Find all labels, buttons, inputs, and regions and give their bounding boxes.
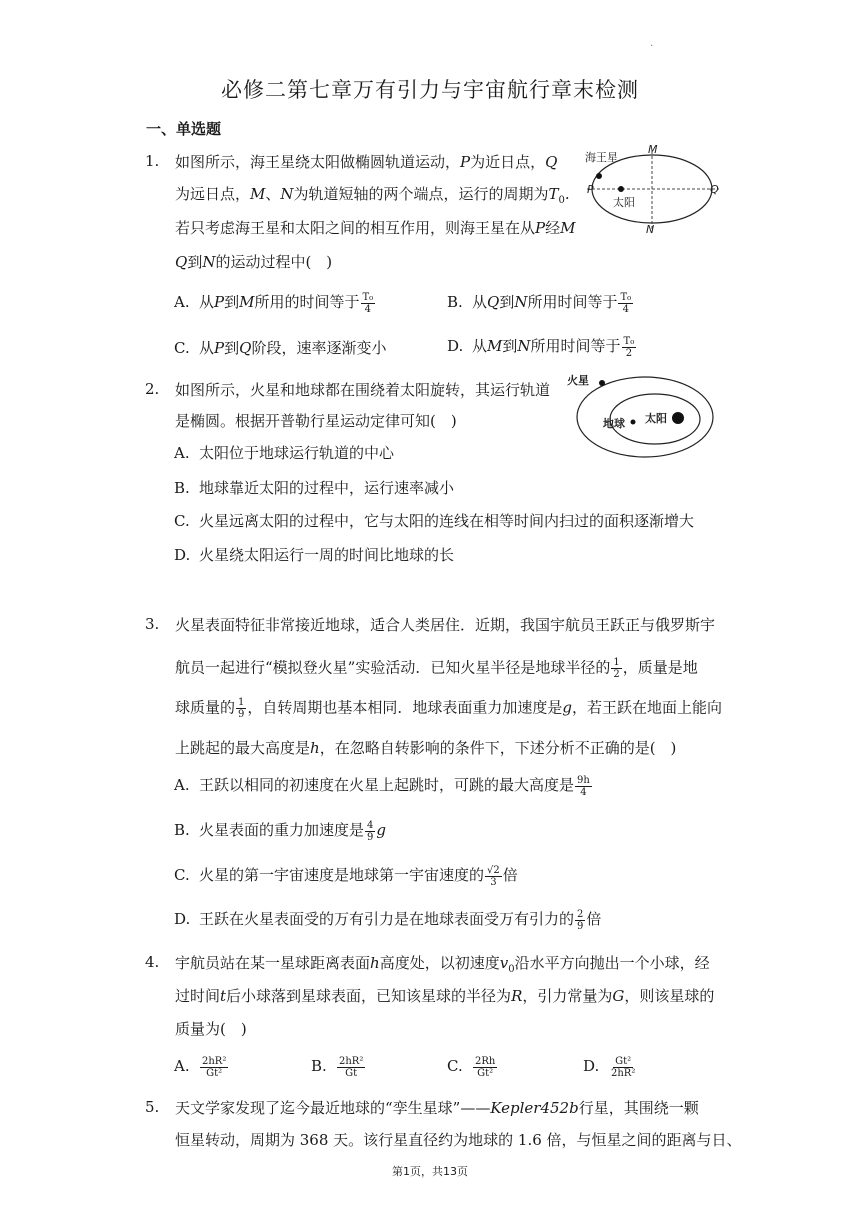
neptune-orbit-figure xyxy=(585,143,725,235)
q1-line-2: 为远日点，M、N为轨道短轴的两个端点，运行的周期为$T_0$. xyxy=(175,185,570,206)
q1-option-b[interactable]: B. 从Q到N所用时间等于 $\frac{\text{T₀}}{4}$ xyxy=(447,291,632,315)
fig2-sun-label: 太阳 xyxy=(645,412,667,425)
q2-line-1: 如图所示，火星和地球都在围绕着太阳旋转，其运行轨道 xyxy=(175,381,551,399)
q4-option-b[interactable]: B. $\frac{\text{2hR²}}{Gt}$ xyxy=(311,1055,364,1079)
fig1-p-label: P xyxy=(587,183,594,196)
q2-number: 2. xyxy=(145,380,160,398)
fig1-sun-label: 太阳 xyxy=(613,196,635,209)
mars-earth-orbit-figure xyxy=(565,367,715,463)
q2-option-d[interactable]: D. 火星绕太阳运行一周的时间比地球的长 xyxy=(174,546,455,564)
q4-line-3: 质量为( ) xyxy=(175,1020,247,1038)
q2-option-b[interactable]: B. 地球靠近太阳的过程中，运行速率减小 xyxy=(174,479,455,497)
q3-option-a[interactable]: A. 王跃以相同的初速度在火星上起跳时，可跳的最大高度是 $\frac{9h}{4}$ xyxy=(174,774,590,798)
q3-line-1: 火星表面特征非常接近地球，适合人类居住．近期，我国宇航员王跃正与俄罗斯宇 xyxy=(175,616,716,634)
q4-line-2: 过时间t后小球落到星球表面，已知该星球的半径为R，引力常量为G，则该星球的 xyxy=(175,987,715,1005)
q4-option-a[interactable]: A. $\frac{\text{2hR²}}{\text{Gt²}}$ xyxy=(174,1055,227,1079)
q5-line-2: 恒星转动，周期为 368 天。该行星直径约为地球的 1.6 倍，与恒星之间的距离与日、 xyxy=(175,1131,742,1149)
q2-option-c[interactable]: C. 火星远离太阳的过程中，它与太阳的连线在相等时间内扫过的面积逐渐增大 xyxy=(174,512,695,530)
q1-option-a[interactable]: A. 从P到M所用的时间等于 $\frac{\text{T₀}}{4}$ xyxy=(174,291,374,315)
q5-line-1: 天文学家发现了迄今最近地球的“孪生星球”——Kepler452b行星，其围绕一颗 xyxy=(175,1099,699,1117)
q3-option-d[interactable]: D. 王跃在火星表面受的万有引力是在地球表面受万有引力的 $\frac{2}{9}$ 倍 xyxy=(174,908,602,932)
q5-number: 5. xyxy=(145,1098,160,1116)
q3-option-c[interactable]: C. 火星的第一宇宙速度是地球第一宇宙速度的 $\frac{√2}{3}$ 倍 xyxy=(174,864,518,888)
q4-line-1: 宇航员站在某一星球距离表面h高度处，以初速度$v_0$沿水平方向抛出一个小球，经 xyxy=(175,954,710,975)
page-title: 必修二第七章万有引力与宇宙航行章末检测 xyxy=(221,78,639,102)
q1-number: 1. xyxy=(145,152,160,170)
page-footer: 第1页，共13页 xyxy=(392,1165,468,1178)
q2-option-a[interactable]: A. 太阳位于地球运行轨道的中心 xyxy=(174,444,395,462)
q3-line-4: 上跳起的最大高度是h，在忽略自转影响的条件下，下述分析不正确的是( ) xyxy=(175,739,677,757)
q1-option-c[interactable]: C. 从P到Q阶段，速率逐渐变小 xyxy=(174,339,387,357)
fig1-q-label: Q xyxy=(710,183,719,196)
q1-line-1: 如图所示，海王星绕太阳做椭圆轨道运动，P为近日点，Q xyxy=(175,153,558,171)
q2-line-2: 是椭圆。根据开普勒行星运动定律可知( ) xyxy=(175,412,457,430)
fig2-mars-label: 火星 xyxy=(567,374,589,387)
q3-option-b[interactable]: B. 火星表面的重力加速度是 $\frac{4}{9}$ g xyxy=(174,819,386,843)
q3-line-2: 航员一起进行“模拟登火星”实验活动．已知火星半径是地球半径的 $\frac{1}{2}$ ，质量是地 xyxy=(175,657,698,680)
q1-line-3: 若只考虑海王星和太阳之间的相互作用，则海王星在从P经M xyxy=(175,219,576,237)
q3-line-3: 球质量的 $\frac{1}{9}$ ，自转周期也基本相同．地球表面重力加速度是g，若王跃在地面上能向 xyxy=(175,697,723,720)
q4-number: 4. xyxy=(145,953,160,971)
section-heading: 一、单选题 xyxy=(146,120,222,138)
fig1-neptune-label: 海王星 xyxy=(585,151,618,164)
fig1-n-label: N xyxy=(646,223,655,236)
q4-option-c[interactable]: C. $\frac{2Rh}{\text{Gt²}}$ xyxy=(447,1055,496,1079)
fig2-earth-label: 地球 xyxy=(603,417,625,430)
q4-option-d[interactable]: D. $\frac{\text{Gt²}}{\text{2hR²}}$ xyxy=(583,1055,636,1079)
fig1-m-label: M xyxy=(648,143,658,156)
q3-number: 3. xyxy=(145,615,160,633)
page-dot: . xyxy=(650,38,654,49)
q1-option-d[interactable]: D. 从M到N所用时间等于 $\frac{\text{T₀}}{2}$ xyxy=(447,335,635,359)
q1-line-4: Q到N的运动过程中( ) xyxy=(175,253,333,271)
